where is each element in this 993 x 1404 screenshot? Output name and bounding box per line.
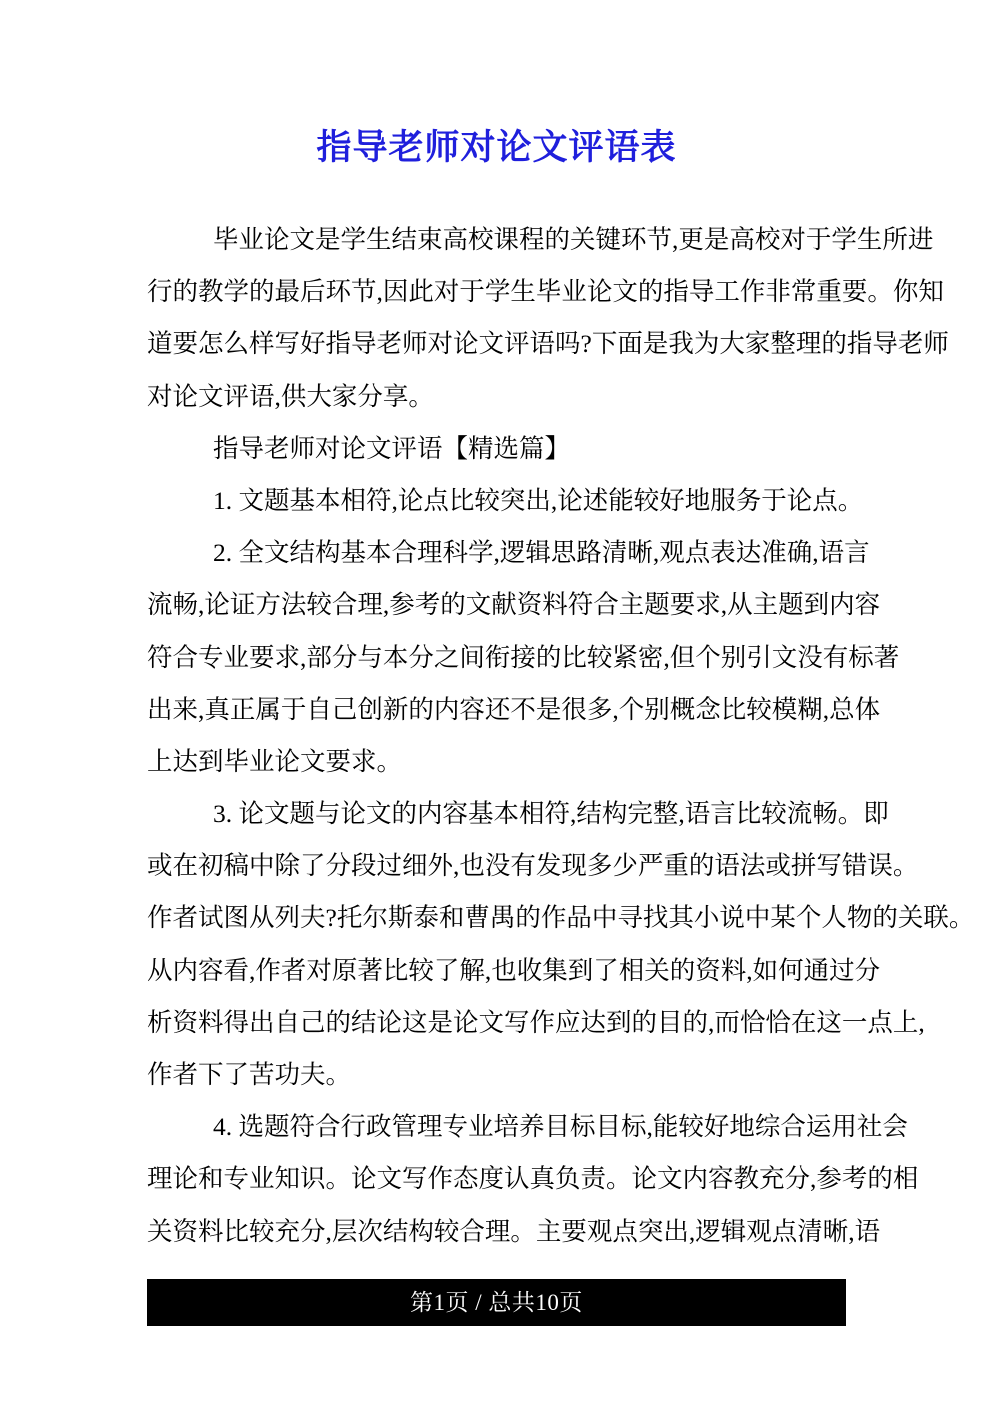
body-line: 出来,真正属于自己创新的内容还不是很多,个别概念比较模糊,总体 (147, 694, 881, 724)
body-line: 流畅,论证方法较合理,参考的文献资料符合主题要求,从主题到内容 (147, 590, 881, 620)
body-line: 行的教学的最后环节,因此对于学生毕业论文的指导工作非常重要。你知 (147, 277, 944, 307)
body-line: 毕业论文是学生结束高校课程的关键环节,更是高校对于学生所进 (213, 225, 934, 254)
document-body (147, 214, 975, 1258)
body-line: 上达到毕业论文要求。 (147, 746, 403, 776)
body-line: 指导老师对论文评语【精选篇】 (213, 433, 571, 463)
body-line: 关资料比较充分,层次结构较合理。主要观点突出,逻辑观点清晰,语 (147, 1216, 881, 1246)
body-line: 作者试图从列夫?托尔斯泰和曹禺的作品中寻找其小说中某个人物的关联。 (147, 903, 975, 933)
body-line: 析资料得出自己的结论这是论文写作应达到的目的,而恰恰在这一点上, (147, 1007, 925, 1037)
page-indicator-bar (147, 1279, 846, 1326)
body-line: 2. 全文结构基本合理科学,逻辑思路清晰,观点表达准确,语言 (213, 538, 870, 568)
body-line: 符合专业要求,部分与本分之间衔接的比较紧密,但个别引文没有标著 (147, 642, 900, 672)
body-line: 从内容看,作者对原著比较了解,也收集到了相关的资料,如何通过分 (147, 955, 881, 985)
body-line: 对论文评语,供大家分享。 (147, 381, 434, 411)
body-line: 3. 论文题与论文的内容基本相符,结构完整,语言比较流畅。即 (213, 799, 889, 829)
page-title: 指导老师对论文评语表 (316, 128, 677, 168)
body-line: 或在初稿中除了分段过细外,也没有发现多少严重的语法或拼写错误。 (147, 851, 919, 881)
body-line: 1. 文题基本相符,论点比较突出,论述能较好地服务于论点。 (213, 485, 864, 515)
body-line: 道要怎么样写好指导老师对论文评语吗?下面是我为大家整理的指导老师 (147, 329, 949, 359)
body-line: 4. 选题符合行政管理专业培养目标目标,能较好地综合运用社会 (213, 1112, 908, 1142)
body-line: 作者下了苦功夫。 (147, 1060, 352, 1089)
page-indicator-text: 第1页 / 总共10页 (410, 1290, 583, 1315)
body-line: 理论和专业知识。论文写作态度认真负责。论文内容教充分,参考的相 (147, 1164, 919, 1194)
